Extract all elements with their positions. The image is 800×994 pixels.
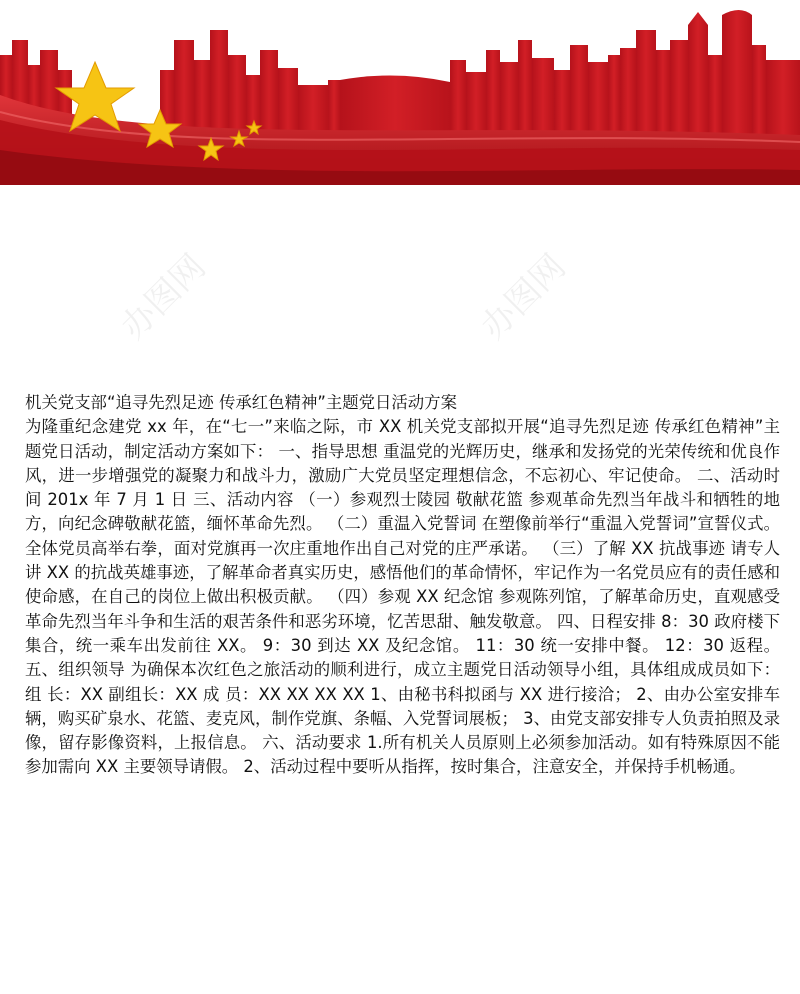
document-body: 为隆重纪念建党 xx 年，在“七一”来临之际，市 XX 机关党支部拟开展“追寻先烈足迹 传承红色精神”主题党日活动，制定活动方案如下： 一、指导思想 重温党的光辉历史，继承和发扬党的光荣传统和优良作风，进一步增强党的凝聚力和战斗力，激励广大党员坚定理想信念，不忘初心、牢记使命。 二、活动时间 201x 年 7 月 1 日 三、活动内容 （一）参观烈士陵园 敬献花篮 参观革命先烈当年战斗和牺牲的地方，向纪念碑敬献花篮，缅怀革命先烈。 （二）重温入党誓词 在塑像前举行“重温入党誓词”宣誓仪式。全体党员高举右拳，面对党旗再一次庄重地作出自己对党的庄严承诺。 （三）了解 XX 抗战事迹 请专人讲 XX 的抗战英雄事迹，了解革命者真实历史，感悟他们的革命情怀，牢记作为一名党员应有的责任感和使命感，在自己的岗位上做出积极贡献。 （四）参观 XX 纪念馆 参观陈列馆，了解革命历史，直观感受革命先烈当年斗争和生活的艰苦条件和恶劣环境，忆苦思甜、触发敬意。 四、日程安排 8：30 政府楼下集合，统一乘车出发前往 XX。 9：30 到达 XX 及纪念馆。 11：30 统一安排中餐。 12：30 返程。 五、组织领导 为确保本次红色之旅活动的顺利进行，成立主题党日活动领导小组，具体组成成员如下： 组 长：XX 副组长：XX 成 员：XX XX XX XX 1、由秘书科拟函与 XX 进行接洽； 2、由办公室安排车辆，购买矿泉水、花篮、麦克风，制作党旗、条幅、入党誓词展板； 3、由党支部安排专人负责拍照及录像，留存影像资料，上报信息。 六、活动要求 1.所有机关人员原则上必须参加活动。如有特殊原因不能参加需向 XX 主要领导请假。 2、活动过程中要听从指挥，按时集合，注意安全，并保持手机畅通。	[25, 417, 780, 777]
skyline-banner-graphic	[0, 0, 800, 185]
document-title: 机关党支部“追寻先烈足迹 传承红色精神”主题党日活动方案	[25, 393, 457, 412]
watermark: 办图网	[473, 246, 574, 348]
header-banner	[0, 0, 800, 185]
watermark: 办图网	[113, 246, 214, 348]
document-content	[25, 391, 780, 780]
